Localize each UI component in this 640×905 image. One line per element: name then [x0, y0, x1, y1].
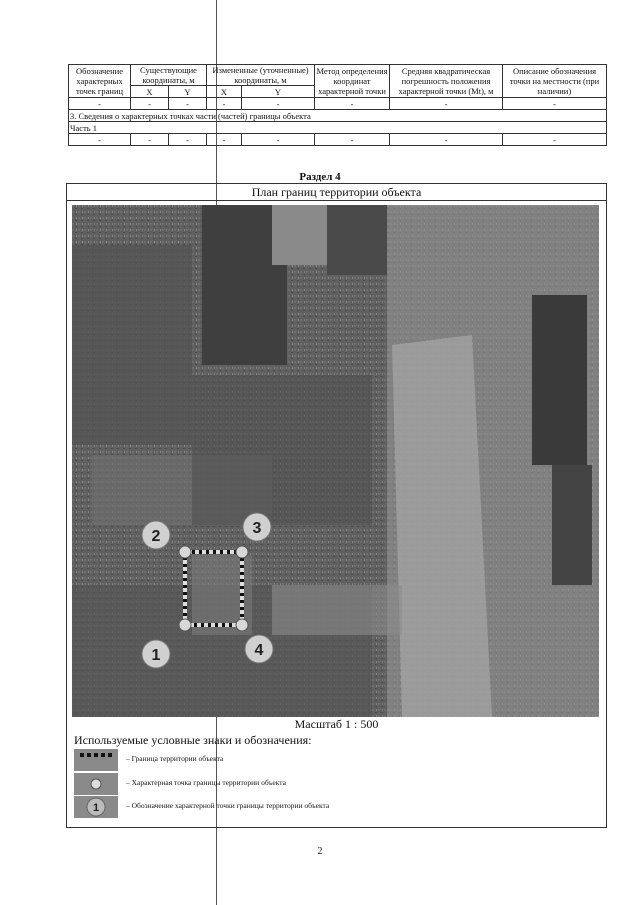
legend-title: Используемые условные знаки и обозначения:	[74, 733, 312, 747]
point-label-icon	[74, 796, 118, 818]
legend-sample-label: 1	[92, 802, 100, 814]
subheader-x-existing: X	[131, 86, 169, 98]
coordinates-table	[68, 64, 607, 146]
header-method: Метод определения координат характерной точки	[316, 66, 388, 96]
header-error: Средняя квадратическая погрешность положения характерной точки (Mt), м	[390, 65, 503, 98]
boundary-point-3	[236, 546, 248, 558]
table-row	[69, 134, 607, 146]
table-cell: -	[169, 98, 207, 110]
point-label-2: 2	[151, 528, 161, 545]
boundary-point-2	[179, 546, 191, 558]
legend-text-label: – Обозначение характерной точки границы территории объекта	[126, 801, 330, 810]
point-label-4: 4	[254, 642, 264, 659]
header-point-designation: Обозначение характерных точек границ	[69, 65, 131, 98]
section-title: Раздел 4	[299, 171, 341, 183]
aerial-photo-image	[72, 205, 599, 717]
header-changed-coords: Измененные (уточненные) координаты, м	[207, 65, 315, 86]
legend-label-swatch	[74, 796, 118, 818]
table-cell: -	[503, 98, 607, 110]
table-cell: -	[315, 134, 390, 146]
table-cell: -	[242, 98, 315, 110]
table-cell: -	[503, 134, 607, 146]
table-row	[69, 98, 607, 110]
plan-frame	[66, 183, 607, 828]
legend-text-boundary: – Граница территории объекта	[126, 754, 224, 763]
legend-point-swatch	[74, 773, 118, 795]
table-cell: -	[390, 98, 503, 110]
boundary-point-4	[236, 619, 248, 631]
table-cell: -	[207, 98, 242, 110]
legend-boundary-swatch	[74, 749, 118, 771]
table-cell: -	[69, 134, 131, 146]
map-scale: Масштаб 1 : 500	[294, 717, 379, 731]
aerial-photo	[72, 205, 599, 717]
subheader-y-existing: Y	[169, 86, 207, 98]
subheader-x-changed: X	[207, 86, 242, 98]
table-cell: -	[390, 134, 503, 146]
section3-label: 3. Сведения о характерных точках части (частей) границы объекта	[69, 110, 607, 122]
point-label-3: 3	[252, 520, 262, 537]
table-row	[69, 122, 607, 134]
table-cell: -	[315, 98, 390, 110]
table-cell: -	[131, 134, 169, 146]
part-label: Часть 1	[69, 122, 607, 134]
subheader-y-changed: Y	[242, 86, 315, 98]
header-existing-coords: Существующие координаты, м	[131, 65, 207, 86]
boundary-line-icon	[74, 749, 118, 771]
point-label-1: 1	[151, 647, 161, 664]
table-cell: -	[169, 134, 207, 146]
page-number: 2	[317, 846, 323, 857]
plan-title: План границ территории объекта	[67, 184, 606, 201]
legend-text-point: – Характерная точка границы территории объекта	[126, 778, 286, 787]
header-description: Описание обозначения точки на местности (при наличии)	[503, 65, 607, 98]
table-row	[69, 110, 607, 122]
point-marker-icon	[74, 773, 118, 795]
boundary-point-1	[179, 619, 191, 631]
table-cell: -	[242, 134, 315, 146]
table-cell: -	[69, 98, 131, 110]
table-cell: -	[131, 98, 169, 110]
table-cell: -	[207, 134, 242, 146]
